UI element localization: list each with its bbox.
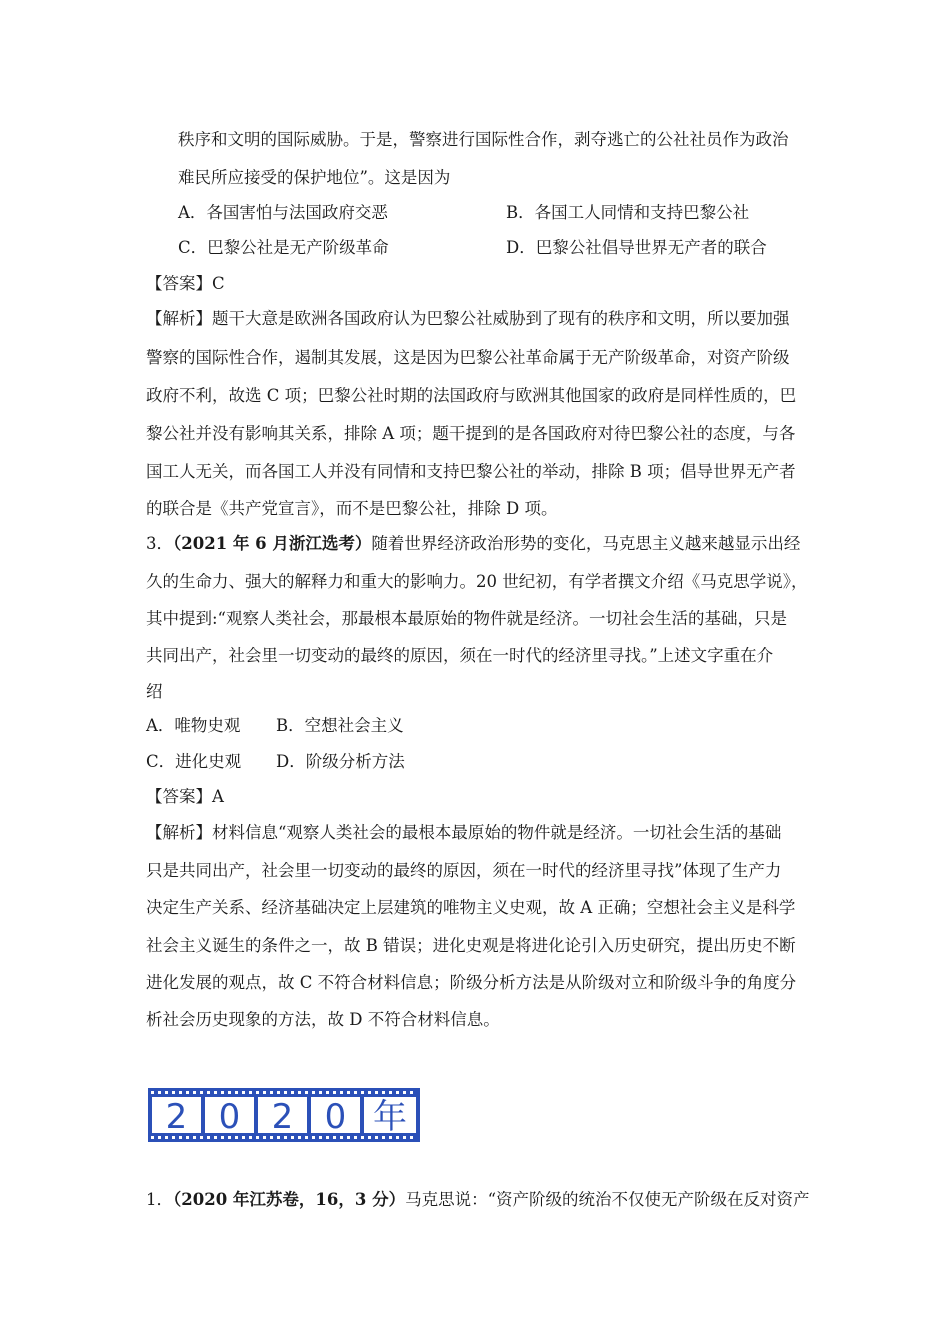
question-3-first-line (146, 530, 800, 554)
banner-char: 2 (271, 1097, 294, 1137)
analysis-line: 政府不利，故选 C 项；巴黎公社时期的法国政府与欧洲其他国家的政府是同样性质的，巴 (146, 386, 797, 405)
analysis-line: 国工人无关，而各国工人并没有同情和支持巴黎公社的举动，排除 B 项；倡导世界无产者 (146, 462, 796, 481)
question-stem-line: 秩序和文明的国际威胁。于是，警察进行国际性合作，剥夺逃亡的公社社员作为政治 (178, 130, 789, 149)
option-d: D．阶级分析方法 (276, 752, 405, 771)
analysis-line: 【解析】材料信息“观察人类社会的最根本最原始的物件就是经济。一切社会生活的基础 (146, 823, 782, 842)
option-c: C．进化史观 (146, 752, 242, 771)
analysis-line: 【解析】题干大意是欧洲各国政府认为巴黎公社威胁到了现有的秩序和文明，所以要加强 (146, 309, 790, 328)
question-stem-line: 久的生命力、强大的解释力和重大的影响力。20 世纪初，有学者撰文介绍《马克思学说》， (146, 572, 808, 591)
analysis-line: 析社会历史现象的方法，故 D 不符合材料信息。 (146, 1010, 500, 1029)
analysis-line: 黎公社并没有影响其关系，排除 A 项；题干提到的是各国政府对待巴黎公社的态度，与各 (146, 424, 796, 443)
option-c: C．巴黎公社是无产阶级革命 (178, 238, 389, 257)
question-number: 1． (146, 1190, 173, 1209)
question-number: 3． (146, 534, 173, 553)
answer-label: 【答案】C (146, 274, 225, 293)
question-source: （2020 年江苏卷，16，3 分） (173, 1190, 406, 1209)
analysis-line: 只是共同出产，社会里一切变动的最终的原因，须在一时代的经济里寻找”体现了生产力 (146, 861, 782, 880)
option-d: D．巴黎公社倡导世界无产者的联合 (506, 238, 767, 257)
question-stem-line: 共同出产，社会里一切变动的最终的原因，须在一时代的经济里寻找。”上述文字重在介 (146, 646, 774, 665)
banner-char: 0 (324, 1097, 347, 1137)
question-stem-line: 绍 (146, 682, 163, 701)
question-source: （2021 年 6 月浙江选考） (173, 534, 372, 553)
year-banner (148, 1088, 420, 1142)
analysis-line: 社会主义诞生的条件之一，故 B 错误；进化史观是将进化论引入历史研究，提出历史不断 (146, 936, 796, 955)
question-stem: 随着世界经济政治形势的变化，马克思主义越来越显示出经 (371, 534, 801, 553)
banner-char: 0 (218, 1097, 241, 1137)
option-b: B．空想社会主义 (276, 716, 404, 735)
banner-char: 2 (165, 1097, 188, 1137)
question-1-first-line (146, 1186, 810, 1210)
option-a: A．各国害怕与法国政府交恶 (178, 203, 388, 222)
option-a: A．唯物史观 (146, 716, 241, 735)
analysis-line: 警察的国际性合作，遏制其发展，这是因为巴黎公社革命属于无产阶级革命，对资产阶级 (146, 348, 790, 367)
question-stem-line: 难民所应接受的保护地位”。这是因为 (178, 168, 451, 187)
analysis-line: 决定生产关系、经济基础决定上层建筑的唯物主义史观，故 A 正确；空想社会主义是科学 (146, 898, 796, 917)
question-stem: 马克思说：“资产阶级的统治不仅使无产阶级在反对资产 (405, 1190, 810, 1209)
analysis-line: 的联合是《共产党宣言》，而不是巴黎公社，排除 D 项。 (146, 499, 558, 518)
question-stem-line: 其中提到:“观察人类社会，那最根本最原始的物件就是经济。一切社会生活的基础，只是 (146, 609, 787, 628)
option-b: B．各国工人同情和支持巴黎公社 (506, 203, 750, 222)
answer-label: 【答案】A (146, 787, 224, 806)
analysis-line: 进化发展的观点，故 C 不符合材料信息；阶级分析方法是从阶级对立和阶级斗争的角度分 (146, 973, 797, 992)
banner-char: 年 (373, 1097, 407, 1137)
